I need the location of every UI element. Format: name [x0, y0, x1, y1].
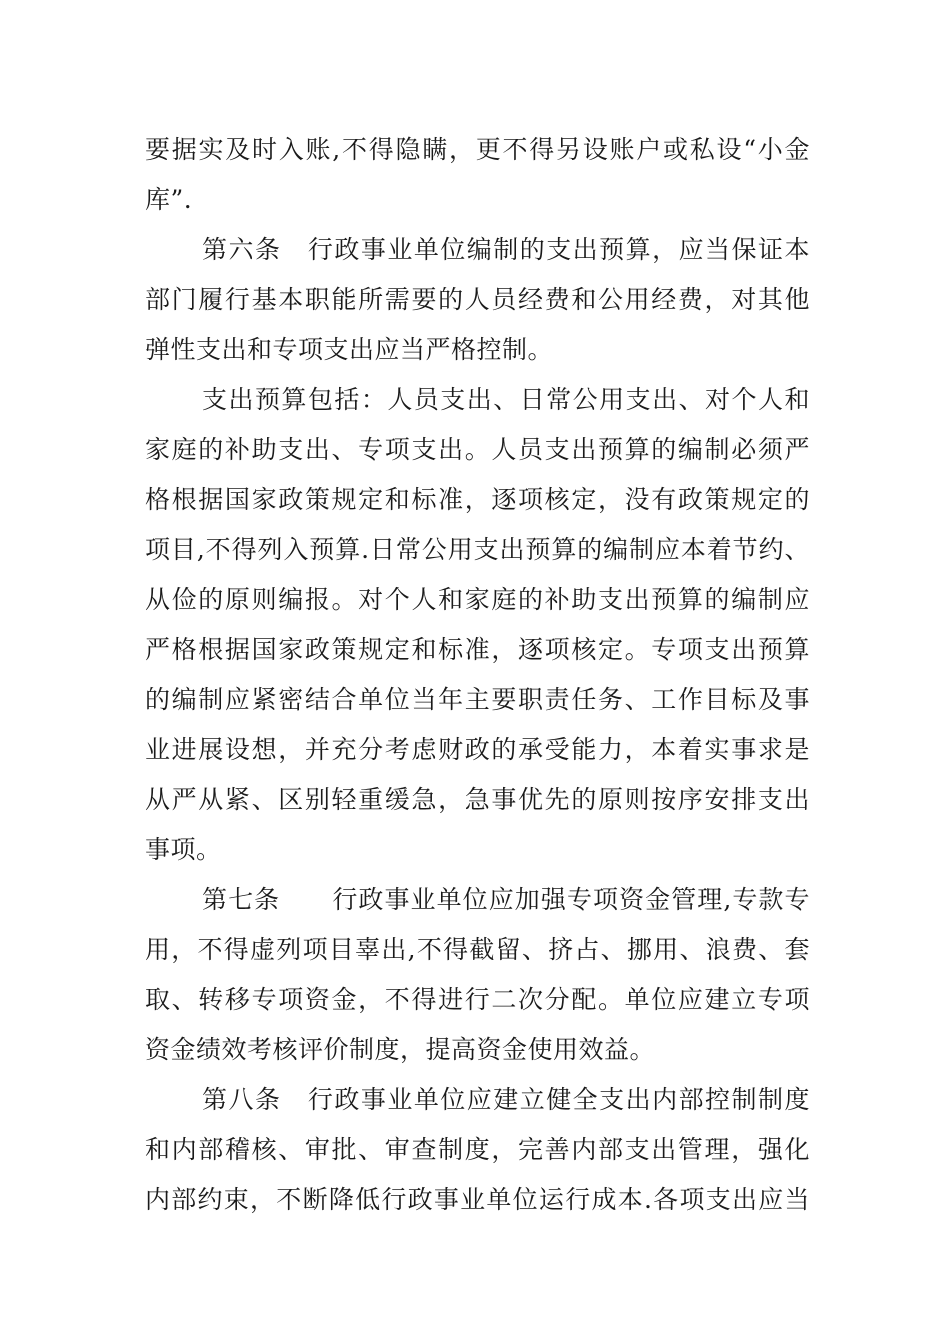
paragraph-1-line-1: 要据实及时入账,不得隐瞒，更不得另设账户或私设“小金 [145, 135, 810, 164]
paragraph-3-line-9: 从严从紧、区别轻重缓急，急事优先的原则按序安排支出 [145, 785, 810, 814]
paragraph-3-line-2: 家庭的补助支出、专项支出。人员支出预算的编制必须严 [145, 435, 810, 464]
article-7-line-3: 取、转移专项资金，不得进行二次分配。单位应建立专项 [145, 985, 810, 1014]
article-8-line-2: 和内部稽核、审批、审查制度，完善内部支出管理，强化 [145, 1135, 810, 1164]
paragraph-3-line-4: 项目,不得列入预算.日常公用支出预算的编制应本着节约、 [145, 535, 810, 564]
paragraph-3-line-8: 业进展设想，并充分考虑财政的承受能力，本着实事求是 [145, 735, 810, 764]
document-body [145, 125, 810, 1225]
paragraph-3-line-7: 的编制应紧密结合单位当年主要职责任务、工作目标及事 [145, 685, 810, 714]
article-6-line-3: 弹性支出和专项支出应当严格控制。 [145, 335, 554, 364]
paragraph-3-line-10: 事项。 [145, 835, 222, 864]
paragraph-3-line-6: 严格根据国家政策规定和标准，逐项核定。专项支出预算 [145, 635, 810, 664]
paragraph-3-line-3: 格根据国家政策规定和标准，逐项核定，没有政策规定的 [145, 485, 810, 514]
article-7-line-2: 用，不得虚列项目辜出,不得截留、挤占、挪用、浪费、套 [145, 935, 810, 964]
article-6-line-2: 部门履行基本职能所需要的人员经费和公用经费，对其他 [145, 285, 810, 314]
article-6-line-1: 第六条 行政事业单位编制的支出预算，应当保证本 [202, 235, 810, 264]
paragraph-1-line-2: 库”. [145, 185, 193, 214]
article-8-line-1: 第八条 行政事业单位应建立健全支出内部控制制度 [202, 1085, 810, 1114]
article-7-line-4: 资金绩效考核评价制度，提高资金使用效益。 [145, 1035, 656, 1064]
paragraph-3-line-1: 支出预算包括：人员支出、日常公用支出、对个人和 [202, 385, 810, 414]
paragraph-3-line-5: 从俭的原则编报。对个人和家庭的补助支出预算的编制应 [145, 585, 810, 614]
article-8-line-3: 内部约束，不断降低行政事业单位运行成本.各项支出应当 [145, 1185, 810, 1214]
article-7-line-1: 第七条 行政事业单位应加强专项资金管理,专款专 [202, 885, 810, 914]
